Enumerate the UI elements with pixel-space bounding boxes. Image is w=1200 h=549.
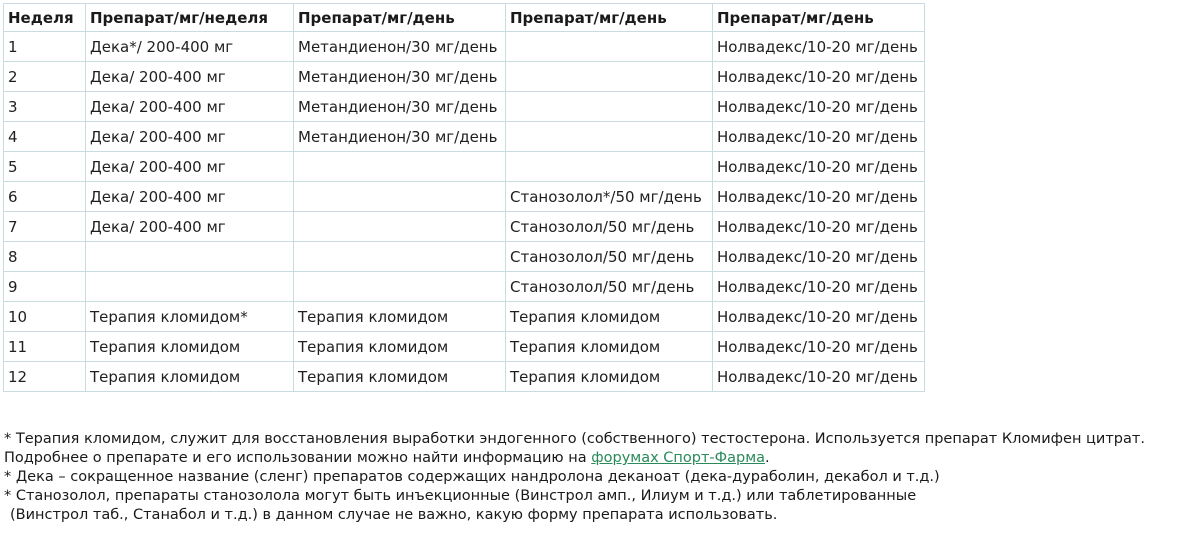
header-row	[4, 4, 925, 32]
note-stanozolol-line2: (Винстрол таб., Станабол и т.д.) в данном случае не важно, какую форму препарата использовать.	[10, 507, 778, 523]
table-row	[4, 212, 925, 242]
cell-drug-per-day-2	[506, 32, 713, 62]
table-row	[4, 32, 925, 62]
sport-pharma-forum-link[interactable]: форумах Спорт-Фарма	[591, 450, 766, 466]
cell-drug-per-day-1	[294, 242, 506, 272]
cell-drug-per-week: Терапия кломидом	[86, 332, 294, 362]
cell-drug-per-day-2	[506, 152, 713, 182]
note-more-info-prefix: Подробнее о препарате и его использовании можно найти информацию на	[4, 450, 592, 466]
cell-drug-per-day-2	[506, 62, 713, 92]
cell-drug-per-day-2: Терапия кломидом	[506, 362, 713, 392]
cell-week: 9	[4, 272, 86, 302]
cell-week: 11	[4, 332, 86, 362]
cell-drug-per-week: Дека*/ 200-400 мг	[86, 32, 294, 62]
cell-drug-per-day-1: Терапия кломидом	[294, 302, 506, 332]
note-clomid: * Терапия кломидом, служит для восстановления выработки эндогенного (собственного) тестостерона. Используется препарат Кломифен цитрат.	[4, 431, 1145, 447]
cell-drug-per-day-3: Нолвадекс/10-20 мг/день	[713, 62, 925, 92]
note-deca: * Дека – сокращенное название (сленг) препаратов содержащих нандролона деканоат (дека-дураболин, декабол и т.д.)	[4, 469, 940, 485]
cell-drug-per-day-2: Станозолол/50 мг/день	[506, 212, 713, 242]
table-row	[4, 272, 925, 302]
cell-drug-per-day-1: Метандиенон/30 мг/день	[294, 62, 506, 92]
cell-drug-per-day-2	[506, 122, 713, 152]
cell-drug-per-day-3: Нолвадекс/10-20 мг/день	[713, 32, 925, 62]
cell-week: 5	[4, 152, 86, 182]
table-row	[4, 332, 925, 362]
cell-drug-per-day-3: Нолвадекс/10-20 мг/день	[713, 152, 925, 182]
cell-drug-per-day-1: Метандиенон/30 мг/день	[294, 122, 506, 152]
cell-drug-per-day-2: Станозолол*/50 мг/день	[506, 182, 713, 212]
cell-drug-per-day-1	[294, 272, 506, 302]
table-row	[4, 152, 925, 182]
cell-drug-per-day-3: Нолвадекс/10-20 мг/день	[713, 362, 925, 392]
cell-drug-per-day-1	[294, 152, 506, 182]
cell-drug-per-week: Дека/ 200-400 мг	[86, 152, 294, 182]
table-row	[4, 62, 925, 92]
cell-week: 4	[4, 122, 86, 152]
cell-week: 7	[4, 212, 86, 242]
cell-drug-per-day-2: Терапия кломидом	[506, 302, 713, 332]
note-stanozolol-line1: * Станозолол, препараты станозолола могут быть инъекционные (Винстрол амп., Илиум и т.д.) или таблетированные	[4, 488, 917, 504]
cycle-table	[3, 3, 925, 392]
cell-week: 12	[4, 362, 86, 392]
cell-drug-per-week: Дека/ 200-400 мг	[86, 92, 294, 122]
cell-drug-per-day-2: Терапия кломидом	[506, 332, 713, 362]
cell-week: 2	[4, 62, 86, 92]
cell-drug-per-day-2	[506, 92, 713, 122]
cell-drug-per-day-2: Станозолол/50 мг/день	[506, 272, 713, 302]
cell-week: 8	[4, 242, 86, 272]
header-drug-per-day-3: Препарат/мг/день	[713, 4, 925, 32]
cell-drug-per-week: Терапия кломидом*	[86, 302, 294, 332]
cell-drug-per-day-3: Нолвадекс/10-20 мг/день	[713, 302, 925, 332]
table-row	[4, 92, 925, 122]
cell-week: 6	[4, 182, 86, 212]
cell-drug-per-day-3: Нолвадекс/10-20 мг/день	[713, 332, 925, 362]
cell-drug-per-day-3: Нолвадекс/10-20 мг/день	[713, 212, 925, 242]
header-week: Неделя	[4, 4, 86, 32]
cell-week: 3	[4, 92, 86, 122]
cell-week: 10	[4, 302, 86, 332]
table-row	[4, 122, 925, 152]
cell-drug-per-day-1: Терапия кломидом	[294, 332, 506, 362]
table-body	[4, 32, 925, 392]
table-row	[4, 182, 925, 212]
header-drug-per-day-2: Препарат/мг/день	[506, 4, 713, 32]
cell-drug-per-day-1	[294, 212, 506, 242]
cell-drug-per-day-3: Нолвадекс/10-20 мг/день	[713, 122, 925, 152]
cell-drug-per-day-1: Метандиенон/30 мг/день	[294, 92, 506, 122]
cell-drug-per-day-3: Нолвадекс/10-20 мг/день	[713, 182, 925, 212]
cell-drug-per-day-3: Нолвадекс/10-20 мг/день	[713, 242, 925, 272]
table-row	[4, 242, 925, 272]
cell-week: 1	[4, 32, 86, 62]
cell-drug-per-day-3: Нолвадекс/10-20 мг/день	[713, 272, 925, 302]
cell-drug-per-week	[86, 272, 294, 302]
header-drug-per-day-1: Препарат/мг/день	[294, 4, 506, 32]
cell-drug-per-week: Дека/ 200-400 мг	[86, 212, 294, 242]
cell-drug-per-week: Дека/ 200-400 мг	[86, 182, 294, 212]
header-drug-per-week: Препарат/мг/неделя	[86, 4, 294, 32]
table-row	[4, 302, 925, 332]
cell-drug-per-day-1	[294, 182, 506, 212]
note-more-info-suffix: .	[765, 450, 770, 466]
footnotes	[4, 430, 1198, 525]
cell-drug-per-week	[86, 242, 294, 272]
table-row	[4, 362, 925, 392]
cell-drug-per-day-1: Метандиенон/30 мг/день	[294, 32, 506, 62]
cell-drug-per-week: Дека/ 200-400 мг	[86, 62, 294, 92]
cell-drug-per-day-1: Терапия кломидом	[294, 362, 506, 392]
cell-drug-per-week: Терапия кломидом	[86, 362, 294, 392]
note-more-info	[4, 449, 1198, 468]
cell-drug-per-day-2: Станозолол/50 мг/день	[506, 242, 713, 272]
cell-drug-per-week: Дека/ 200-400 мг	[86, 122, 294, 152]
cell-drug-per-day-3: Нолвадекс/10-20 мг/день	[713, 92, 925, 122]
